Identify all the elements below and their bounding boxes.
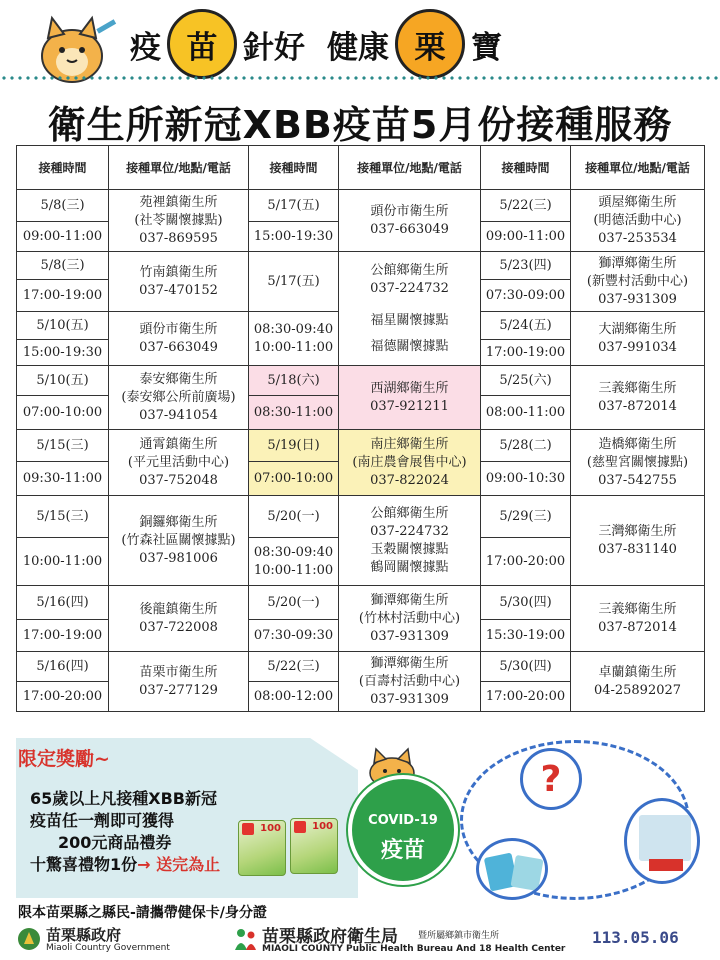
- gift-toothbrush-photo: [624, 798, 700, 884]
- time-cell: 10:00-11:00: [17, 538, 109, 586]
- table-row: [17, 430, 705, 462]
- time-cell: 07:30-09:00: [481, 280, 571, 312]
- covid-vaccine-badge: COVID-19 疫苗: [348, 775, 458, 885]
- unit-cell: 頭屋鄉衛生所 (明德活動中心) 037-253534: [571, 190, 705, 252]
- table-row: [17, 366, 705, 396]
- time-cell: 08:30-09:40 10:00-11:00: [249, 538, 339, 586]
- time-cell: 08:30-11:00: [249, 396, 339, 430]
- government-name: 苗栗縣政府: [46, 926, 122, 944]
- miaoli-government-logo-icon: [18, 928, 40, 950]
- header-time-3: 接種時間: [481, 146, 571, 190]
- gift-card-icon: 100: [238, 820, 286, 876]
- time-cell: 08:00-11:00: [481, 396, 571, 430]
- time-cell: 17:00-19:00: [17, 620, 109, 652]
- unit-cell: 三義鄉衛生所 037-872014: [571, 586, 705, 652]
- date-cell: 5/28(二): [481, 430, 571, 462]
- unit-cell: 頭份市衛生所 037-663049: [339, 190, 481, 252]
- unit-cell: 苑裡鎮衛生所 (社苓關懷據點) 037-869595: [109, 190, 249, 252]
- promo-while-supplies-last: → 送完為止: [137, 855, 221, 874]
- date-cell: 5/22(三): [481, 190, 571, 222]
- unit-cell: 造橋鄉衛生所 (慈聖宮關懷據點) 037-542755: [571, 430, 705, 496]
- table-row: [17, 586, 705, 620]
- unit-cell: 獅潭鄉衛生所 (新豐村活動中心) 037-931309: [571, 252, 705, 312]
- slogan-part-2: 針好: [243, 29, 305, 66]
- date-cell: 5/23(四): [481, 252, 571, 280]
- header-time-2: 接種時間: [249, 146, 339, 190]
- unit-cell: 南庄鄉衛生所 (南庄農會展售中心) 037-822024: [339, 430, 481, 496]
- time-cell: 07:00-10:00: [17, 396, 109, 430]
- slogan-circle-vaccine: 苗: [167, 9, 237, 79]
- unit-cell: 卓蘭鎮衛生所 04-25892027: [571, 652, 705, 712]
- gift-pouch-photo: [476, 838, 548, 900]
- cat-mascot-icon: [22, 4, 122, 86]
- date-cell: 5/30(四): [481, 586, 571, 620]
- date-cell: 5/30(四): [481, 652, 571, 682]
- slogan: [130, 14, 502, 74]
- slogan-part-3: 健康: [327, 29, 389, 66]
- unit-cell: 獅潭鄉衛生所 (百壽村活動中心) 037-931309: [339, 652, 481, 712]
- date-cell: 5/15(三): [17, 496, 109, 538]
- time-cell: 09:30-11:00: [17, 462, 109, 496]
- promo-line-1: 65歲以上凡接種XBB新冠: [30, 789, 217, 808]
- date-cell: 5/24(五): [481, 312, 571, 340]
- promo-line-3: 200元商品禮券: [58, 833, 172, 852]
- unit-cell: 獅潭鄉衛生所 (竹林村活動中心) 037-931309: [339, 586, 481, 652]
- unit-cell: 西湖鄉衛生所 037-921211: [339, 366, 481, 430]
- date-cell: 5/25(六): [481, 366, 571, 396]
- time-cell: 09:00-11:00: [17, 222, 109, 252]
- time-cell: 17:00-20:00: [17, 682, 109, 712]
- time-cell: 09:00-11:00: [481, 222, 571, 252]
- time-cell: 09:00-10:30: [481, 462, 571, 496]
- table-header-row: [17, 146, 705, 190]
- date-cell: 5/20(一): [249, 496, 339, 538]
- time-cell: 17:00-20:00: [481, 682, 571, 712]
- table-row: [17, 252, 705, 280]
- schedule-table: [16, 145, 705, 712]
- time-cell: 07:00-10:00: [249, 462, 339, 496]
- health-bureau-subtitle: 暨所屬鄉鎮市衛生所: [418, 931, 500, 941]
- header: [0, 0, 720, 92]
- date-cell: 5/22(三): [249, 652, 339, 682]
- unit-cell: 三義鄉衛生所 037-872014: [571, 366, 705, 430]
- date-cell: 5/8(三): [17, 190, 109, 222]
- time-cell: 17:00-20:00: [481, 538, 571, 586]
- table-row: [17, 496, 705, 538]
- time-cell: 08:00-12:00: [249, 682, 339, 712]
- unit-cell: 三灣鄉衛生所 037-831140: [571, 496, 705, 586]
- date-cell: 5/10(五): [17, 312, 109, 340]
- date-cell: 5/8(三): [17, 252, 109, 280]
- unit-cell: 竹南鎮衛生所 037-470152: [109, 252, 249, 312]
- slogan-circle-chestnut: 栗: [395, 9, 465, 79]
- promo-text: [30, 788, 220, 876]
- unit-cell: 銅鑼鄉衛生所 (竹森社區關懷據點) 037-981006: [109, 496, 249, 586]
- time-cell: 17:00-19:00: [17, 280, 109, 312]
- promo-title: 限定獎勵~: [18, 748, 110, 770]
- residents-note: 限本苗栗縣之縣民-請攜帶健保卡/身分證: [18, 905, 267, 921]
- unit-cell: 公館鄉衛生所 037-224732 玉穀關懷據點 鶴岡關懷據點: [339, 496, 481, 586]
- time-cell: 15:30-19:00: [481, 620, 571, 652]
- unit-cell: 泰安鄉衛生所 (泰安鄉公所前廣場) 037-941054: [109, 366, 249, 430]
- unit-cell: 苗栗市衛生所 037-277129: [109, 652, 249, 712]
- unit-cell: 通霄鎮衛生所 (平元里活動中心) 037-752048: [109, 430, 249, 496]
- header-unit-1: 接種單位/地點/電話: [109, 146, 249, 190]
- date-cell: 5/29(三): [481, 496, 571, 538]
- unit-cell: 大湖鄉衛生所 037-991034: [571, 312, 705, 366]
- time-cell: 08:30-09:40 10:00-11:00: [249, 312, 339, 366]
- date-cell: 5/16(四): [17, 586, 109, 620]
- unit-cell: 頭份市衛生所 037-663049: [109, 312, 249, 366]
- date-cell: 5/19(日): [249, 430, 339, 462]
- header-time-1: 接種時間: [17, 146, 109, 190]
- time-cell: 15:00-19:30: [17, 340, 109, 366]
- issue-date: 113.05.06: [592, 928, 679, 947]
- date-cell: 5/20(一): [249, 586, 339, 620]
- table-row: [17, 190, 705, 222]
- dotted-divider: [0, 76, 720, 80]
- date-cell: 5/10(五): [17, 366, 109, 396]
- header-unit-2: 接種單位/地點/電話: [339, 146, 481, 190]
- time-cell: 17:00-19:00: [481, 340, 571, 366]
- gift-card-icon: 100: [290, 818, 338, 874]
- government-name-en: Miaoli Country Government: [46, 943, 170, 953]
- promo-line-4: 十驚喜禮物1份→ 送完為止: [30, 855, 221, 874]
- mystery-question-icon: ?: [520, 748, 582, 810]
- date-cell: 5/17(五): [249, 252, 339, 312]
- date-cell: 5/16(四): [17, 652, 109, 682]
- time-cell: 15:00-19:30: [249, 222, 339, 252]
- slogan-part-4: 寶: [471, 29, 502, 66]
- unit-cell: 公館鄉衛生所 037-224732 福星關懷據點 福德關懷據點: [339, 252, 481, 366]
- gift-voucher-cards: [238, 818, 348, 876]
- time-cell: 07:30-09:30: [249, 620, 339, 652]
- unit-cell: 後龍鎮衛生所 037-722008: [109, 586, 249, 652]
- health-bureau-name: 苗栗縣政府衛生局: [262, 927, 398, 947]
- health-bureau-logo-icon: [232, 926, 258, 952]
- promo-line-2: 疫苗任一劑即可獲得: [30, 811, 175, 830]
- header-unit-3: 接種單位/地點/電話: [571, 146, 705, 190]
- table-row: [17, 652, 705, 682]
- slogan-part-1: 疫: [130, 29, 161, 66]
- health-bureau-name-en: MIAOLI COUNTY Public Health Bureau And 18 Health Center: [262, 944, 566, 954]
- page-title: 衛生所新冠XBB疫苗5月份接種服務: [47, 103, 673, 147]
- date-cell: 5/15(三): [17, 430, 109, 462]
- date-cell: 5/18(六): [249, 366, 339, 396]
- date-cell: 5/17(五): [249, 190, 339, 222]
